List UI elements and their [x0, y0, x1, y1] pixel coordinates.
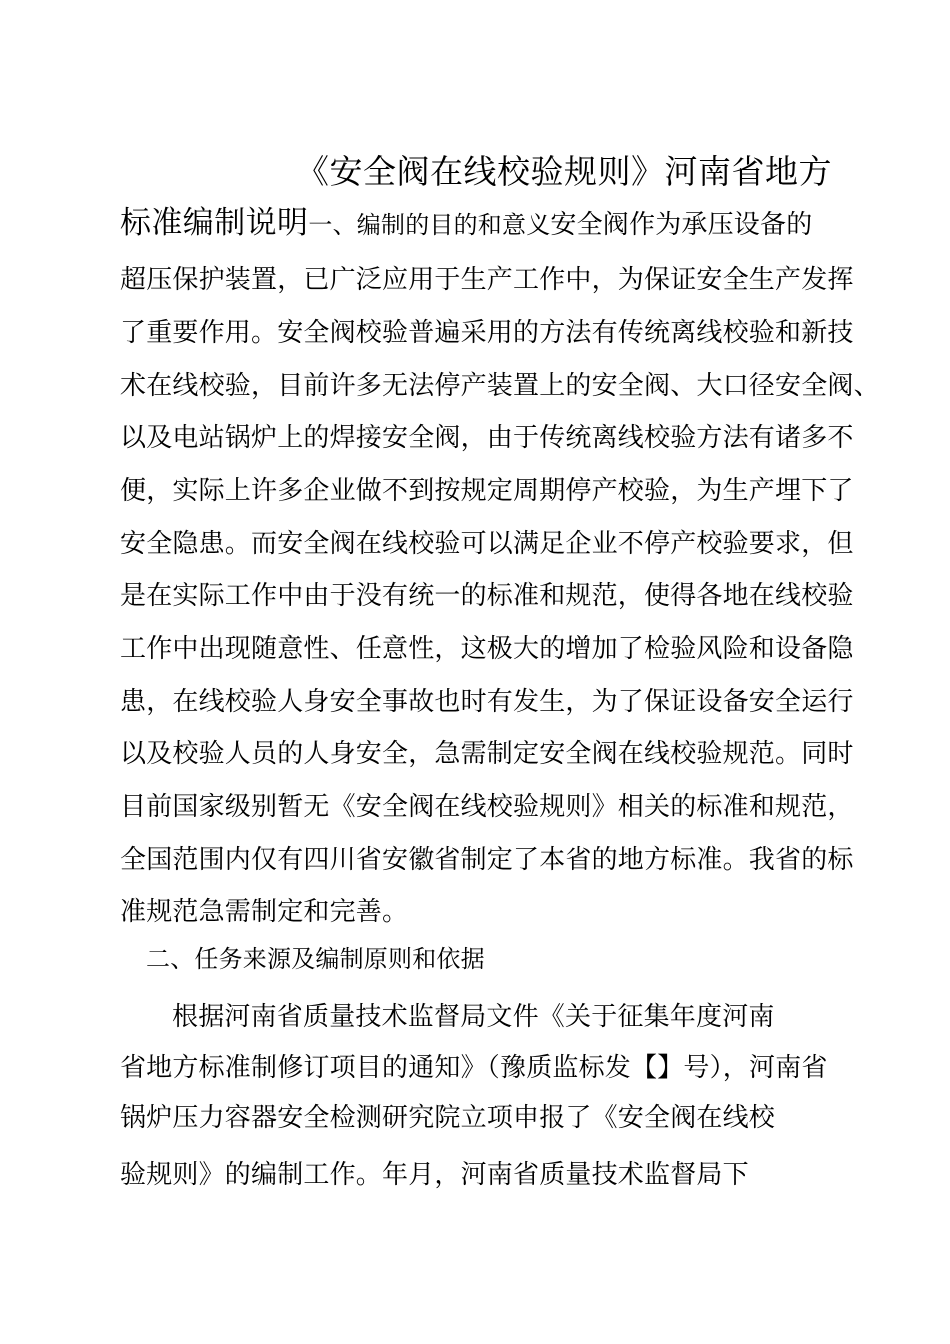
paragraph-line: 安全隐患。而安全阀在线校验可以满足企业不停产校验要求，但: [120, 529, 854, 559]
paragraph-line: 根据河南省质量技术监督局文件《关于征集年度河南: [172, 1002, 775, 1032]
paragraph-line: 准规范急需制定和完善。: [120, 897, 409, 927]
paragraph-line: 以及电站锅炉上的焊接安全阀，由于传统离线校验方法有诸多不: [120, 423, 854, 453]
paragraph-text: 安全阀作为承压设备的: [550, 210, 813, 240]
paragraph-line: 全国范围内仅有四川省安徽省制定了本省的地方标准。我省的标: [120, 845, 854, 875]
paragraph-line: 省地方标准制修订项目的通知》（豫质监标发【】号），河南省: [120, 1053, 828, 1083]
paragraph-line: 术在线校验，目前许多无法停产装置上的安全阀、大口径安全阀、: [120, 371, 880, 401]
paragraph-line: 以及校验人员的人身安全，急需制定安全阀在线校验规范。同时: [120, 739, 854, 769]
paragraph-line: 工作中出现随意性、任意性，这极大的增加了检验风险和设备隐: [120, 634, 854, 664]
doc-title-line-1: 《安全阀在线校验规则》河南省地方: [296, 152, 832, 191]
doc-title-line-2: 标准编制说明: [120, 205, 309, 241]
paragraph-line: 锅炉压力容器安全检测研究院立项申报了《安全阀在线校: [120, 1103, 776, 1133]
paragraph-line: 了重要作用。安全阀校验普遍采用的方法有传统离线校验和新技: [120, 318, 854, 348]
doc-title-line-2-with-section-1: [120, 205, 812, 243]
section-1-heading: 一、编制的目的和意义: [308, 211, 551, 239]
paragraph-line: 患，在线校验人身安全事故也时有发生，为了保证设备安全运行: [120, 687, 854, 717]
paragraph-line: 目前国家级别暂无《安全阀在线校验规则》相关的标准和规范，: [120, 792, 854, 822]
paragraph-line: 超压保护装置，已广泛应用于生产工作中，为保证安全生产发挥: [120, 265, 854, 295]
paragraph-line: 是在实际工作中由于没有统一的标准和规范，使得各地在线校验: [120, 581, 854, 611]
paragraph-line: 验规则》的编制工作。年月，河南省质量技术监督局下: [120, 1160, 749, 1190]
paragraph-line: 便，实际上许多企业做不到按规定周期停产校验，为生产埋下了: [120, 476, 854, 506]
section-2-heading: 二、任务来源及编制原则和依据: [146, 945, 485, 973]
